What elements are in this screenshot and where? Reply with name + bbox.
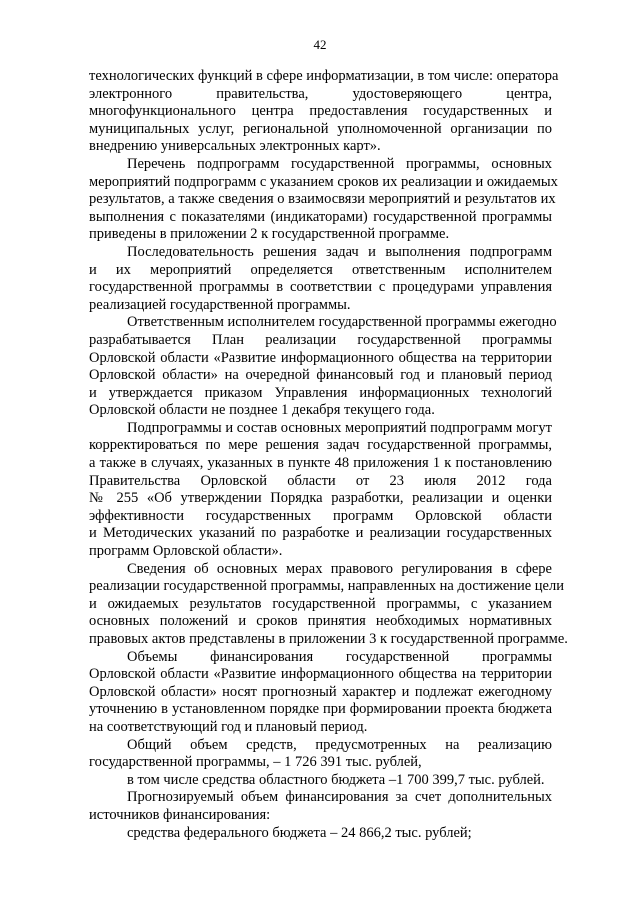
text-line: эффективности государственных программ Орловской области [89,507,552,524]
text-line: Последовательность решения задач и выполнения подпрограмм [127,243,552,260]
text-line: основных положений и сроков принятия необходимых нормативных [89,613,552,630]
text-line: выполнения с показателями (индикаторами) государственной программы [89,208,552,225]
text-line: Правительства Орловской области от 23 июля 2012 года [89,472,552,489]
text-line: государственной программы, – 1 726 391 тыс. рублей, [89,754,422,771]
text-line: корректироваться по мере решения задач государственной программы, [89,437,552,454]
text-line: Сведения об основных мерах правового регулирования в сфере [127,560,552,577]
text-line: Орловской области не позднее 1 декабря текущего года. [89,402,435,419]
text-line: приведены в приложении 2 к государственной программе. [89,226,450,243]
text-line: результатов, а также сведения о взаимосвязи мероприятий и результатов их [89,191,556,208]
text-line: программ Орловской области». [89,543,283,560]
text-line: разрабатывается План реализации государственной программы [89,331,552,348]
paragraph [89,825,552,843]
text-line: Подпрограммы и состав основных мероприятий подпрограмм могут [127,419,552,436]
text-line: на соответствующий год и плановый период. [89,718,368,735]
text-line: и их мероприятий определяется ответственным исполнителем [89,261,552,278]
text-line: а также в случаях, указанных в пункте 48 приложения 1 к постановлению [89,455,552,472]
text-line: Ответственным исполнителем государственной программы ежегодно [127,314,557,331]
text-line: Орловской области» носят прогнозный характер и подлежат ежегодному [89,683,552,700]
document-body [89,68,568,842]
paragraph [89,560,568,649]
paragraph [89,155,558,244]
page-number: 42 [313,37,327,52]
paragraph [89,244,552,314]
text-line: в том числе средства областного бюджета –1 700 399,7 тыс. рублей. [127,771,545,788]
text-line: Орловской области «Развитие информационного общества на территории [89,349,552,366]
text-line: средства федерального бюджета – 24 866,2 тыс. рублей; [127,824,472,841]
text-line: многофункционального центра предоставления государственных и [89,103,552,120]
text-line: уточнению в установленном порядке при формировании проекта бюджета [89,701,552,718]
text-line: и утверждается приказом Управления информационных технологий [89,384,552,401]
text-line: муниципальных услуг, региональной уполномоченной организации по [89,120,552,137]
paragraph [89,314,557,420]
paragraph [89,737,552,772]
text-line: источников финансирования: [89,806,271,823]
text-line: Объемы финансирования государственной программы [127,648,552,665]
text-line: и ожидаемых результатов государственной программы, с указанием [89,595,552,612]
text-line: Общий объем средств, предусмотренных на реализацию [127,736,552,753]
text-line: Орловской области» на очередной финансовый год и плановый период [89,367,552,384]
text-line: и Методических указаний по разработке и реализации государственных [89,525,552,542]
paragraph [89,772,552,790]
text-line: Орловской области «Развитие информационного общества на территории [89,666,552,683]
text-line: государственной программы в соответствии с процедурами управления [89,279,552,296]
text-line: электронного правительства, удостоверяющего центра, [89,85,552,102]
text-line: реализацией государственной программы. [89,296,351,313]
text-line: реализации государственной программы, направленных на достижение цели [89,578,564,595]
text-line: Перечень подпрограмм государственной программы, основных [127,155,552,172]
text-line: правовых актов представлены в приложении 3 к государственной программе. [89,631,568,647]
text-line: мероприятий подпрограмм с указанием сроков их реализации и ожидаемых [89,173,558,190]
paragraph [89,68,559,156]
text-line: технологических функций в сфере информатизации, в том числе: оператора [89,68,559,84]
paragraph [89,649,552,737]
text-line: № 255 «Об утверждении Порядка разработки, реализации и оценки [89,490,552,507]
text-line: внедрению универсальных электронных карт». [89,138,381,155]
paragraph [89,420,552,561]
paragraph [89,789,552,824]
text-line: Прогнозируемый объем финансирования за счет дополнительных [127,789,552,806]
